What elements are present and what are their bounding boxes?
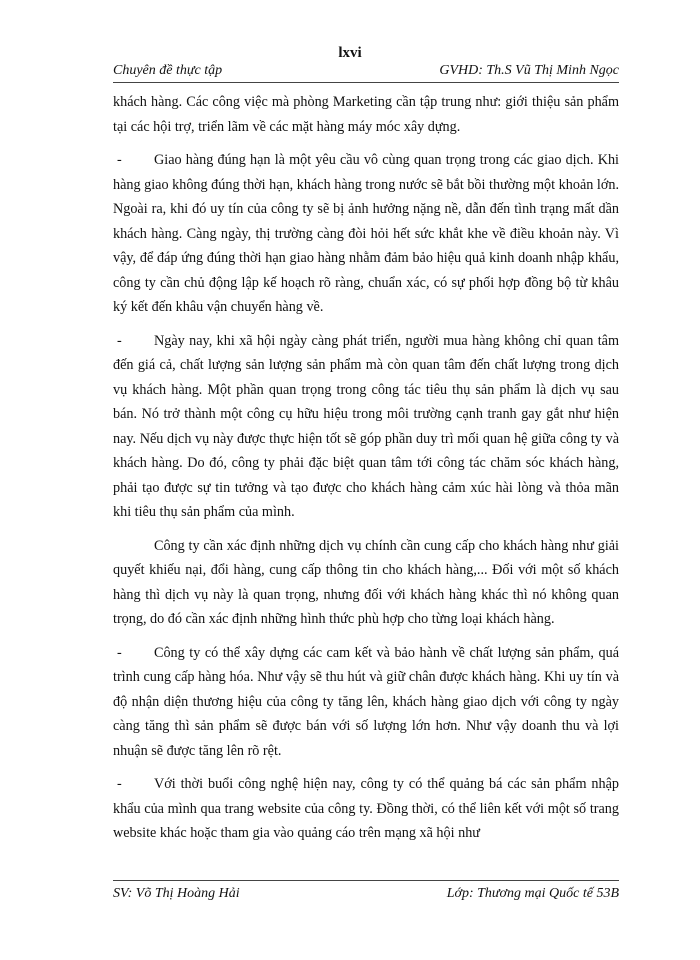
bullet-paragraph-customer-service — [113, 329, 619, 525]
footer-right-text: Lớp: Thương mại Quốc tế 53B — [446, 886, 619, 901]
paragraph-1: khách hàng. Các công việc mà phòng Marketing cần tập trung như: giới thiệu sản phẩm tại các hội trợ, triển lãm về các mặt hàng máy móc xây dựng. — [113, 94, 619, 135]
bullet-paragraph-delivery — [113, 148, 619, 320]
header-right-text: GVHD: Th.S Vũ Thị Minh Ngọc — [439, 63, 619, 78]
bullet-dash: - — [117, 152, 122, 168]
header-divider — [113, 82, 619, 83]
header-left-text: Chuyên đề thực tập — [113, 63, 223, 78]
bullet-text: Công ty có thể xây dựng các cam kết và bảo hành về chất lượng sản phẩm, quá trình cung cấp hàng hóa. Như vậy sẽ thu hút và giữ chân được khách hàng. Khi uy tín và độ nhận diện thương hiệu của công ty tăng lên, khách hàng giao dịch với công ty ngày càng tăng thì sản phẩm sẽ được bán với số lượng lớn hơn. Như vậy doanh thu và lợi nhuận sẽ được tăng lên rõ rệt. — [113, 644, 619, 759]
bullet-dash: - — [117, 644, 122, 661]
bullet-text: Với thời buổi công nghệ hiện nay, công ty có thể quảng bá các sản phẩm nhập khẩu của mình qua trang website của công ty. Đồng thời, có thể liên kết với một số trang website khác hoặc tham gia vào quảng cáo trên mạng xã hội như — [113, 776, 619, 841]
bullet-text: Ngày nay, khi xã hội ngày càng phát triển, người mua hàng không chỉ quan tâm đến giá cả, chất lượng sản lượng sản phẩm mà còn quan tâm đến chất lượng trong dịch vụ khách hàng. Một phần quan trọng trong công tác tiêu thụ sản phẩm là dịch vụ sau bán. Nó trở thành một công cụ hữu hiệu trong môi trường cạnh tranh gay gắt như hiện nay. Nếu dịch vụ này được thực hiện tốt sẽ góp phần duy trì mối quan hệ giữa công ty và khách hàng. Do đó, công ty phải đặc biệt quan tâm tới công tác chăm sóc khách hàng, phải tạo được sự tin tưởng và tạo được cho khách hàng cảm xúc hài lòng và thỏa mãn khi tiêu thụ sản phẩm của mình. — [113, 332, 619, 520]
document-body — [113, 90, 619, 855]
footer-left-text: SV: Võ Thị Hoàng Hải — [113, 886, 240, 901]
bullet-paragraph-warranty — [113, 641, 619, 764]
page-number: lxvi — [338, 45, 362, 61]
footer-divider — [113, 880, 619, 881]
page-footer — [113, 885, 619, 905]
bullet-text: Giao hàng đúng hạn là một yêu cầu vô cùng quan trọng trong các giao dịch. Khi hàng giao không đúng thời hạn, khách hàng trong nước sẽ bắt bồi thường một khoản lớn. Ngoài ra, khi đó uy tín của công ty sẽ bị ảnh hưởng nặng nề, dẫn đến tình trạng mất dần khách hàng. Càng ngày, thị trường càng đòi hỏi hết sức khắt khe về điều khoản này. Vì vậy, để đáp ứng đúng thời hạn giao hàng nhằm đảm bảo hiệu quả kinh doanh nhập khẩu, công ty cần chủ động lập kế hoạch rõ ràng, chuẩn xác, có sự phối hợp đồng bộ từ khâu ký kết đến khâu vận chuyển hàng về. — [113, 152, 619, 315]
bullet-paragraph-website — [113, 772, 619, 846]
bullet-dash: - — [117, 332, 122, 349]
page-header — [113, 62, 619, 82]
paragraph-services: Công ty cần xác định những dịch vụ chính cần cung cấp cho khách hàng như giải quyết khiếu nại, đổi hàng, cung cấp thông tin cho khách hàng,... Đối với một số khách hàng thì dịch vụ này là quan trọng, nhưng đối với khách hàng khác thì nó không quan trọng, do đó cần xác định những hình thức phù hợp cho từng loại khách hàng. — [113, 537, 619, 627]
bullet-dash: - — [117, 776, 122, 792]
